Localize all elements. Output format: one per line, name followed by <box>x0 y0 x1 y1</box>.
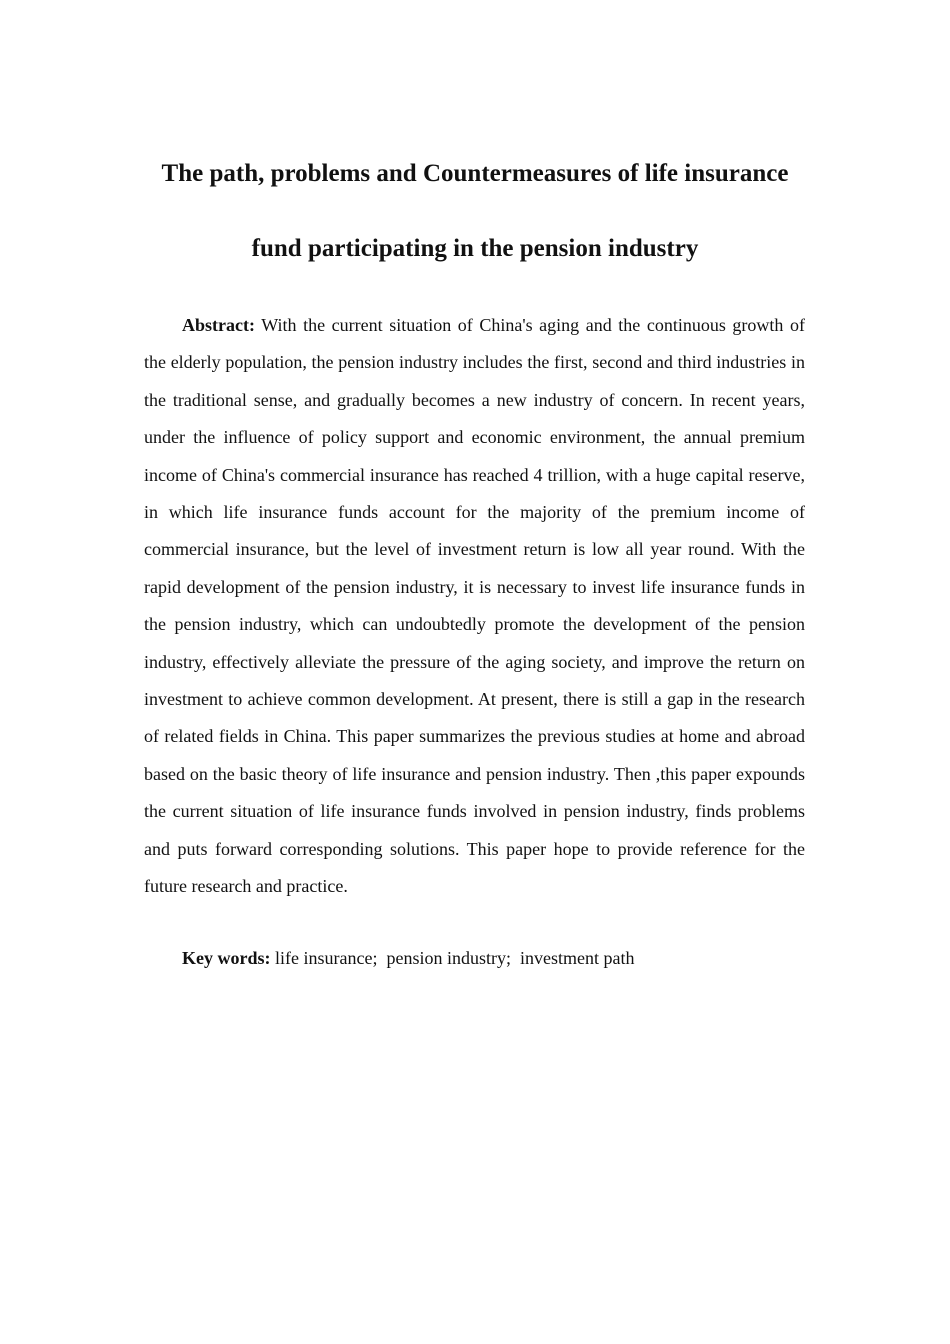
keyword-item: life insurance; <box>275 948 378 968</box>
keyword-item: pension industry; <box>386 948 511 968</box>
abstract-label: Abstract: <box>182 315 255 335</box>
keyword-item: investment path <box>519 948 635 968</box>
title-line-2: fund participating in the pension industry <box>251 235 699 262</box>
keywords-label: Key words: <box>182 948 271 968</box>
title-line-1: The path, problems and Countermeasures of life insurance <box>161 160 789 187</box>
keywords-paragraph <box>144 940 805 977</box>
abstract-paragraph <box>144 307 805 906</box>
abstract-text: With the current situation of China's aging and the continuous growth of the elderly population, the pension industry includes the first, second and third industries in the traditional sense, and gradually becomes a new industry of concern. In recent years, under the influence of policy support and economic environment, the annual premium income of China's commercial insurance has reached 4 trillion, with a huge capital reserve, in which life insurance funds account for the majority of the premium income of commercial insurance, but the level of investment return is low all year round. With the rapid development of the pension industry, it is necessary to invest life insurance funds in the pension industry, which can undoubtedly promote the development of the pension industry, effectively alleviate the pressure of the aging society, and improve the return on investment to achieve common development. At present, there is still a gap in the research of related fields in China. This paper summarizes the previous studies at home and abroad based on the basic theory of life insurance and pension industry. Then ,this paper expounds the current situation of life insurance funds involved in pension industry, finds problems and puts forward corresponding solutions. This paper hope to provide reference for the future research and practice. <box>144 315 805 897</box>
